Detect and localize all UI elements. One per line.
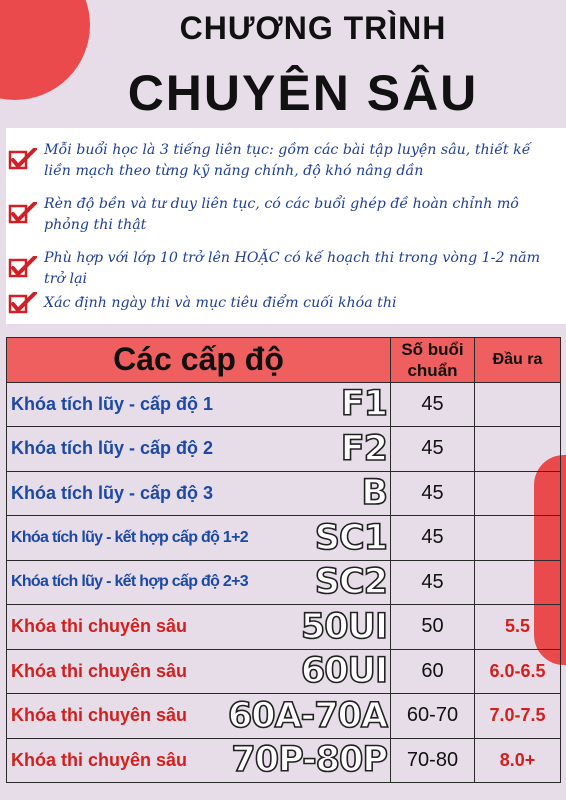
- course-name-cell: [7, 649, 391, 694]
- header-output: Đầu ra: [475, 338, 561, 383]
- course-name: Khóa thi chuyên sâu: [11, 660, 188, 681]
- bullet-text: Rèn độ bền và tư duy liên tục, có các buổi ghép đề hoàn chỉnh mô phỏng thi thật: [44, 196, 519, 233]
- course-code: 60UI: [300, 651, 387, 692]
- course-code: SC1: [314, 517, 387, 558]
- course-code: F1: [340, 384, 387, 425]
- output-cell: [475, 427, 561, 472]
- course-name-cell: [7, 427, 391, 472]
- sessions-cell: 45: [391, 516, 475, 561]
- output-cell: 5.5: [475, 605, 561, 650]
- sessions-cell: 50: [391, 605, 475, 650]
- table-row: [7, 738, 561, 783]
- bullet-list: [6, 128, 566, 324]
- bullet-text: Mỗi buổi học là 3 tiếng liên tục: gồm các bài tập luyện sâu, thiết kế liền mạch theo từng kỹ năng chính, độ khó nâng dần: [44, 142, 531, 179]
- table-row: [7, 471, 561, 516]
- table-row: [7, 427, 561, 472]
- sessions-cell: 45: [391, 382, 475, 427]
- course-name-cell: [7, 471, 391, 516]
- course-name: Khóa thi chuyên sâu: [11, 616, 188, 637]
- course-name-cell: [7, 605, 391, 650]
- sessions-cell: 45: [391, 427, 475, 472]
- course-name-cell: [7, 516, 391, 561]
- course-name: Khóa thi chuyên sâu: [11, 749, 188, 770]
- table-header-row: [7, 338, 561, 383]
- course-name-cell: [7, 382, 391, 427]
- table-row: [7, 382, 561, 427]
- output-cell: 6.0-6.5: [475, 649, 561, 694]
- course-name-cell: [7, 694, 391, 739]
- check-icon: [8, 256, 38, 280]
- sessions-cell: 45: [391, 471, 475, 516]
- header-levels: Các cấp độ: [7, 338, 391, 383]
- course-code: B: [361, 473, 387, 514]
- course-code: SC2: [314, 562, 387, 603]
- output-cell: 7.0-7.5: [475, 694, 561, 739]
- sessions-cell: 70-80: [391, 738, 475, 783]
- sessions-cell: 60: [391, 649, 475, 694]
- table-row: [7, 560, 561, 605]
- bullet-text: Xác định ngày thi và mục tiêu điểm cuối khóa thi: [44, 295, 397, 311]
- sessions-cell: 60-70: [391, 694, 475, 739]
- check-icon: [8, 202, 38, 226]
- sessions-cell: 45: [391, 560, 475, 605]
- output-cell: [475, 382, 561, 427]
- course-name: Khóa tích lũy - cấp độ 2: [11, 438, 214, 459]
- course-name: Khóa thi chuyên sâu: [11, 705, 188, 726]
- table-row: [7, 605, 561, 650]
- table-row: [7, 694, 561, 739]
- output-cell: [475, 471, 561, 516]
- course-name: Khóa tích lũy - cấp độ 1: [11, 393, 214, 414]
- table-row: [7, 649, 561, 694]
- table-row: [7, 516, 561, 561]
- page-title-line2: CHUYÊN SÂU: [127, 65, 479, 121]
- course-code: 50UI: [300, 606, 387, 647]
- levels-table: [6, 337, 561, 783]
- output-cell: [475, 516, 561, 561]
- output-cell: [475, 560, 561, 605]
- page-title-line1: CHƯƠNG TRÌNH: [179, 10, 447, 46]
- bullet-text: Phù hợp với lớp 10 trở lên HOẶC có kế hoạch thi trong vòng 1-2 năm trở lại: [44, 250, 541, 287]
- output-cell: 8.0+: [475, 738, 561, 783]
- course-name: Khóa tích lũy - kết hợp cấp độ 2+3: [11, 573, 248, 591]
- course-name: Khóa tích lũy - kết hợp cấp độ 1+2: [11, 528, 248, 546]
- header-sessions: Số buổi chuẩn: [391, 338, 475, 383]
- course-code: F2: [340, 428, 387, 469]
- check-icon: [8, 148, 38, 172]
- course-name-cell: [7, 560, 391, 605]
- course-code: 70P-80P: [231, 740, 387, 781]
- course-name: Khóa tích lũy - cấp độ 3: [11, 482, 214, 503]
- check-icon: [8, 292, 38, 316]
- course-code: 60A-70A: [227, 695, 387, 736]
- course-name-cell: [7, 738, 391, 783]
